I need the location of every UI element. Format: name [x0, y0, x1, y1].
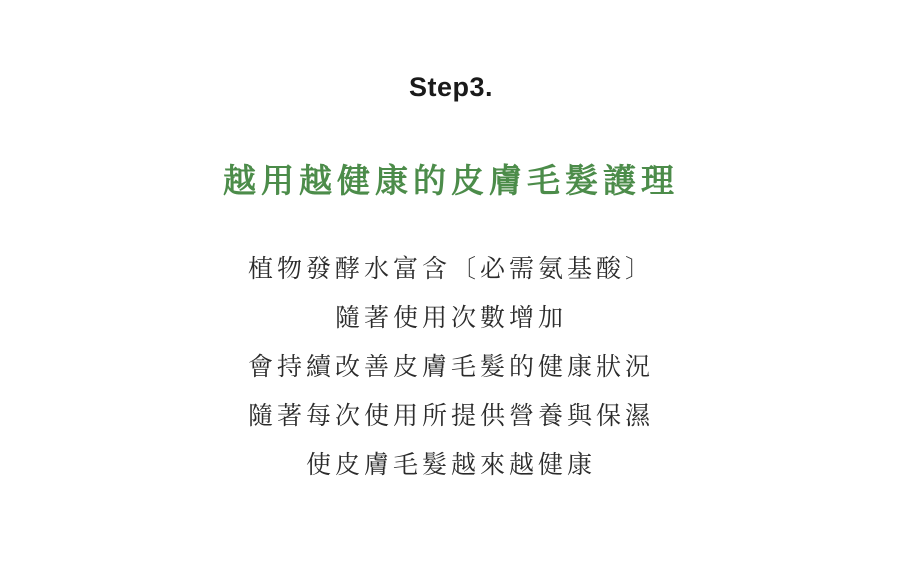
page-title: 越用越健康的皮膚毛髮護理 — [223, 162, 679, 199]
body-line: 隨著每次使用所提供營養與保濕 — [247, 401, 654, 430]
body-line: 隨著使用次數增加 — [334, 303, 567, 332]
body-line: 植物發酵水富含〔必需氨基酸〕 — [247, 254, 654, 283]
step-label: Step3. — [408, 72, 494, 102]
body-text-block — [248, 245, 654, 490]
body-line: 使皮膚毛髮越來越健康 — [305, 450, 596, 479]
body-line: 會持續改善皮膚毛髮的健康狀況 — [247, 352, 654, 381]
